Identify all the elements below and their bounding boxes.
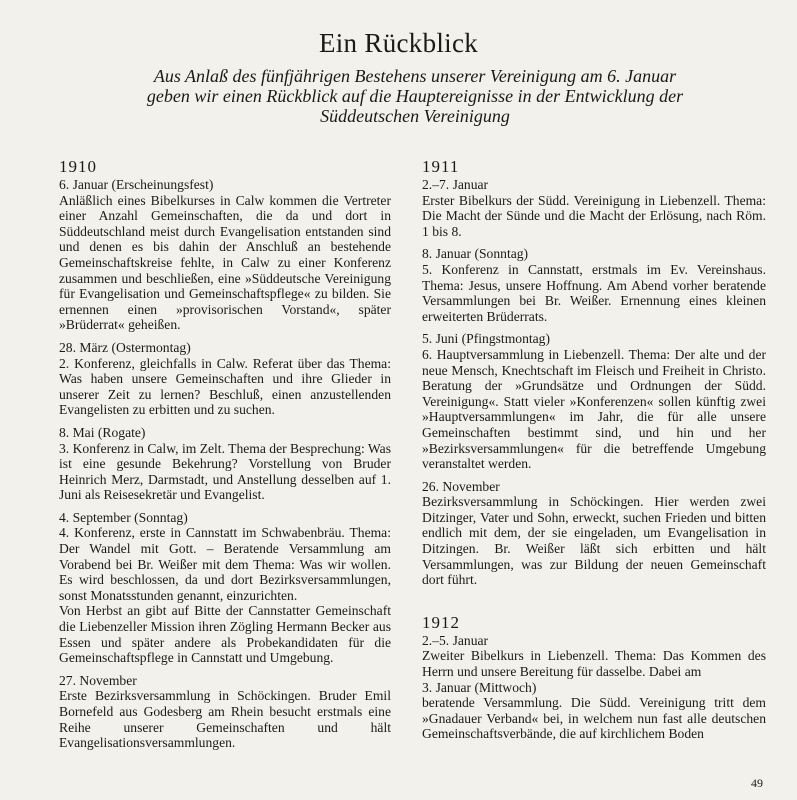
entry-text: Erste Bezirksversammlung in Schöckingen. Bruder Emil Bornefeld aus Godesberg am Rhein besucht erstmals eine Reihe unserer Gemeinschaften und hält Evangelisationsversammlungen. <box>59 688 391 751</box>
entry-text: Erster Bibelkurs der Südd. Vereinigung in Liebenzell. Thema: Die Macht der Sünde und die Macht der Erlösung, nach Röm. 1 bis 8. <box>422 192 766 239</box>
entry-date: 8. Mai (Rogate) <box>59 424 146 440</box>
entry-date: 3. Januar (Mittwoch) <box>422 679 537 695</box>
page-subtitle: Aus Anlaß des fünfjährigen Bestehens unserer Vereinigung am 6. Januar geben wir einen Rückblick auf die Hauptereignisse in der Entwicklung der Süddeutschen Vereinigung <box>146 66 684 126</box>
entry <box>59 510 391 666</box>
entry <box>422 331 766 471</box>
entry-date: 2.–7. Januar <box>422 177 489 192</box>
entry <box>422 479 766 588</box>
year-heading-1911: 1911 <box>422 157 460 176</box>
entry-date: 4. September (Sonntag) <box>59 509 188 525</box>
year-heading-1912: 1912 <box>422 612 460 632</box>
entry-text: 5. Konferenz in Cannstatt, erstmals im Ev. Vereinshaus. Thema: Jesus, unsere Hoffnung. Am Abend vorher beratende Versammlungen bei Br. Weißer. Ernennung eines kleinen erweiterten Brüderrats. <box>422 261 766 324</box>
entry-text: 6. Hauptversammlung in Liebenzell. Thema: Der alte und der neue Mensch, Knechtschaft im Fleisch und Freiheit in Christo. Beratung der »Grundsätze und Ordnungen der Südd. Vereinigung«. Statt vieler »Konferenzen« sollen künftig zwei »Hauptversammlungen« im Jahr, die für alle unsere Gemeinschaften bestimmt sind, und hin und her »Bezirksversammlungen« für die betreffende Umgebung veranstaltet werden. <box>422 346 766 472</box>
entry-text-continued: Von Herbst an gibt auf Bitte der Cannstatter Gemeinschaft die Liebenzeller Mission ihren Zögling Hermann Becker aus Essen und später andere als Probekandidaten für die Gemeinschaftspflege in Cannstatt und Umgebung. <box>59 603 391 666</box>
entry <box>59 340 391 418</box>
entry-text: Zweiter Bibelkurs in Liebenzell. Thema: Das Kommen des Herrn und unsere Bereitung für dasselbe. Dabei am <box>422 648 766 680</box>
entry-text: 3. Konferenz in Calw, im Zelt. Thema der Besprechung: Was ist eine gesunde Bekehrung? Vorstellung von Bruder Heinrich Merz, Darmstadt, und Anstellung desselben auf 1. Juni als Reisesekretär und Evangelist. <box>59 440 391 503</box>
year-heading-1910: 1910 <box>59 157 97 176</box>
entry <box>422 680 766 742</box>
entry <box>422 246 766 324</box>
page-title: Ein Rückblick <box>318 28 479 58</box>
entry <box>422 177 766 239</box>
entry-date: 5. Juni (Pfingstmontag) <box>422 331 551 347</box>
right-column <box>422 158 766 749</box>
page-number: 49 <box>751 776 763 790</box>
entry-date: 2.–5. Januar <box>422 632 489 648</box>
entry-text: Anläßlich eines Bibelkurses in Calw kommen die Vertreter einer Anzahl Gemeinschaften, die da und dort in Süddeutschland meist durch Evangelisation entstanden sind und denen es bis dahin der Anschluß an bestehende Gemeinschaftskreise fehlte, in Calw zu einer Konferenz zusammen und beschließen, eine »Süddeutsche Vereinigung für Evangelisation und Gemeinschaftspflege« zu bilden. Sie ernennen einen »provisorischen Vorstand«, später »Brüderrat« geheißen. <box>59 192 391 333</box>
entry-date: 6. Januar (Erscheinungsfest) <box>59 177 214 192</box>
left-column <box>59 158 391 758</box>
entry-text: beratende Versammlung. Die Südd. Vereinigung tritt dem »Gnadauer Verband« bei, in welchem nun fast alle deutschen Gemeinschaftsverbände, die auf kirchlichem Boden <box>422 695 766 742</box>
entry-text: 4. Konferenz, erste in Cannstatt im Schwabenbräu. Thema: Der Wandel mit Gott. – Beratende Versammlung am Vorabend bei Br. Weißer mit dem Thema: Was wir wollen. Es wird beschlossen, da und dort Bezirksversammlungen, sonst Monatsstunden genannt, einzurichten. <box>59 525 391 603</box>
entry-date: 26. November <box>422 478 500 494</box>
entry-text: 2. Konferenz, gleichfalls in Calw. Referat über das Thema: Was haben unsere Gemeinschaften und ihre Glieder in unserer Zeit zu lernen? Beschluß, einen anzustellenden Evangelisten zu erbitten und zu suchen. <box>59 355 391 418</box>
entry-date: 8. Januar (Sonntag) <box>422 246 529 262</box>
entry <box>59 673 391 751</box>
entry-text: Bezirksversammlung in Schöckingen. Hier werden zwei Ditzinger, Vater und Sohn, erweckt, suchen Frieden und bitten endlich mit dem, der sie eingeladen, um Evangelisation in Ditzingen. Br. Weißer läßt sich erbitten und hält Versammlungen, was zur Bildung der neuen Gemeinschaft dort führt. <box>422 494 766 588</box>
entry <box>59 425 391 503</box>
entry-date: 28. März (Ostermontag) <box>59 339 191 355</box>
entry <box>59 177 391 333</box>
entry-date: 27. November <box>59 672 137 688</box>
entry <box>422 633 766 680</box>
